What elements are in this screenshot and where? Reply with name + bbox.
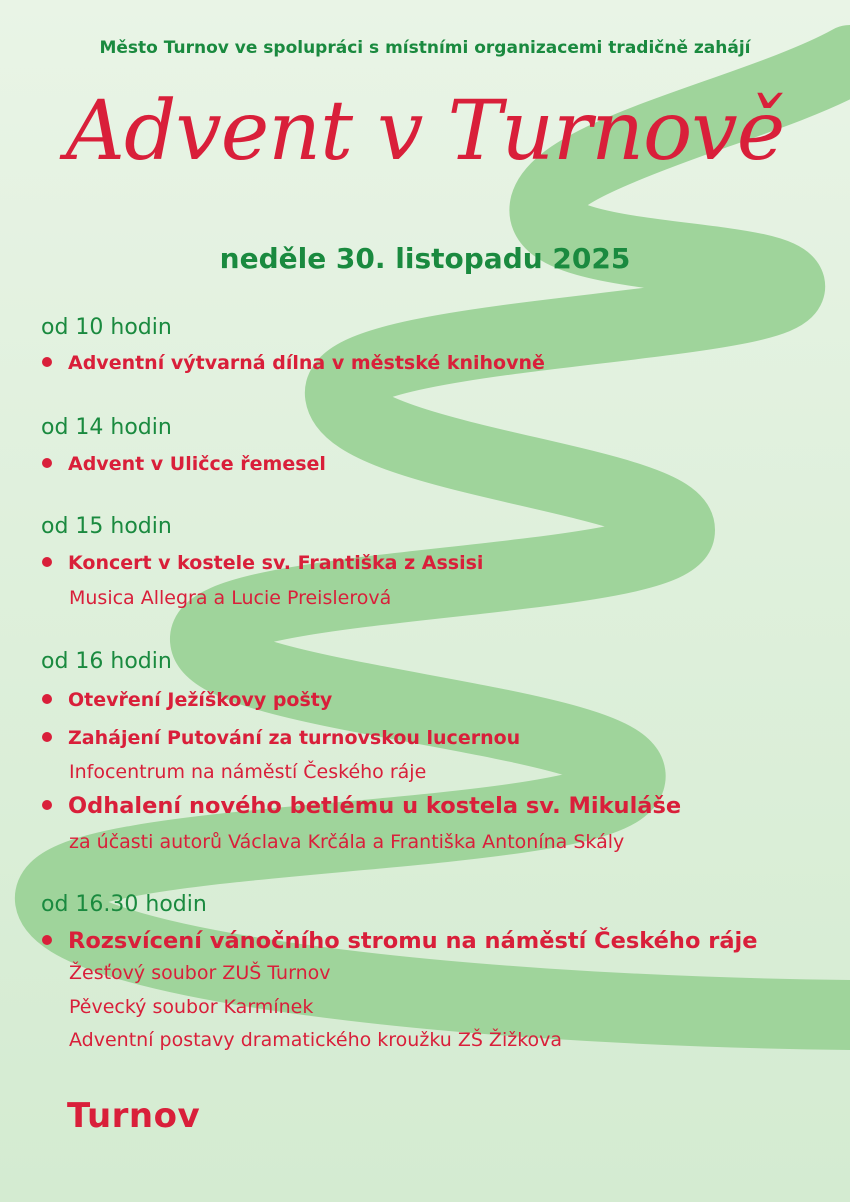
event-title: Advent v Turnově (65, 84, 785, 179)
program-item-detail: Musica Allegra a Lucie Preislerová (69, 587, 392, 609)
bullet-icon (42, 557, 52, 567)
program-item-title: Koncert v kostele sv. Františka z Assisi (68, 552, 484, 574)
bullet-icon (42, 935, 52, 945)
program-item (42, 689, 332, 711)
time-slot-label: od 16 hodin (41, 649, 172, 674)
program-item-detail: Infocentrum na náměstí Českého ráje (69, 761, 427, 783)
time-slot-label: od 14 hodin (41, 415, 172, 440)
bullet-icon (42, 800, 52, 810)
program-item-title: Rozsvícení vánočního stromu na náměstí Českého ráje (68, 928, 758, 954)
bullet-icon (42, 458, 52, 468)
program-item (42, 352, 545, 374)
program-item (42, 928, 758, 954)
program-item (42, 793, 681, 819)
event-date: neděle 30. listopadu 2025 (219, 242, 631, 275)
program-item-detail: za účasti autorů Václava Krčála a Františka Antonína Skály (69, 831, 625, 853)
program-item (42, 552, 483, 574)
time-slot-label: od 16.30 hodin (41, 892, 207, 917)
program-item-detail: Adventní postavy dramatického kroužku ZŠ Žižkova (69, 1029, 563, 1051)
program-item (42, 453, 326, 475)
bullet-icon (42, 732, 52, 742)
bullet-icon (42, 694, 52, 704)
bullet-icon (42, 357, 52, 367)
program-item-detail: Pěvecký soubor Karmínek (69, 996, 314, 1018)
program-item-title: Advent v Uličce řemesel (68, 453, 326, 475)
program-item (42, 727, 520, 749)
time-slot-label: od 10 hodin (41, 315, 172, 340)
program-item-title: Adventní výtvarná dílna v městské knihovně (68, 352, 545, 374)
program-item-title: Otevření Ježíškovy pošty (68, 689, 333, 711)
program-item-title: Zahájení Putování za turnovskou lucernou (68, 727, 521, 749)
program-item-title: Odhalení nového betlému u kostela sv. Mikuláše (68, 793, 682, 819)
intro-text: Město Turnov ve spolupráci s místními organizacemi tradičně zahájí (99, 38, 751, 58)
turnov-logo: Turnov (67, 1096, 201, 1136)
program-item-detail: Žesťový soubor ZUŠ Turnov (69, 962, 331, 984)
time-slot-label: od 15 hodin (41, 514, 172, 539)
